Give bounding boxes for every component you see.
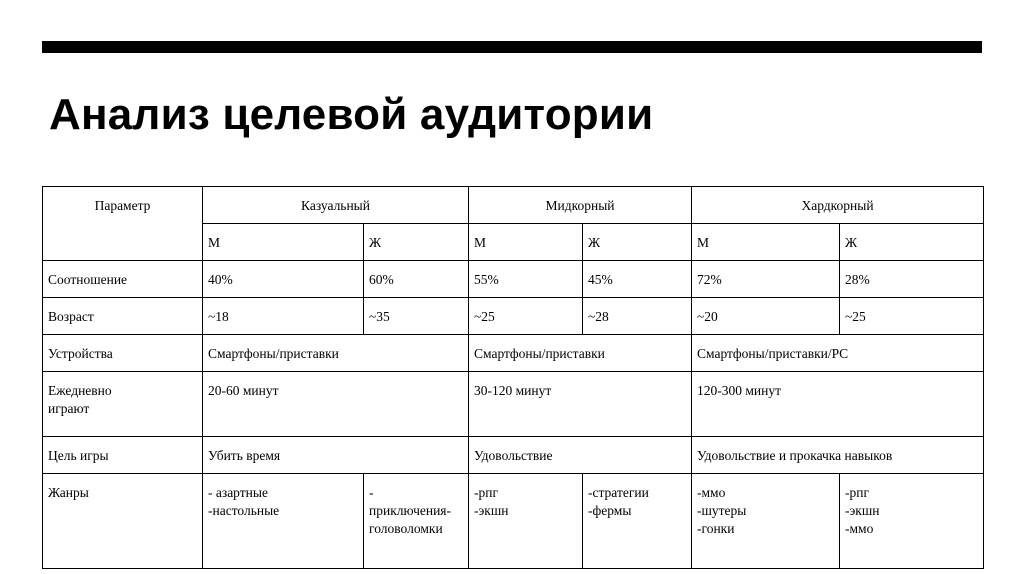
- sex-cell: Ж: [840, 224, 984, 261]
- audience-table: [42, 186, 984, 569]
- row-label: [43, 372, 203, 437]
- table-cell: Смартфоны/приставки: [469, 335, 692, 372]
- table-cell: Удовольствие и прокачка навыков: [692, 437, 984, 474]
- segment-hardcore-header: Хардкорный: [692, 187, 984, 224]
- table-cell: 30-120 минут: [469, 372, 692, 437]
- param-header-cell: Параметр: [43, 187, 203, 261]
- segment-midcore-header: Мидкорный: [469, 187, 692, 224]
- genre-item: головоломки: [369, 521, 443, 536]
- genre-item: -стратегии: [588, 485, 649, 500]
- table-row-ratio: [43, 261, 984, 298]
- genre-item: -ммо: [697, 485, 726, 500]
- table-cell: [692, 474, 840, 569]
- genre-item: -гонки: [697, 521, 735, 536]
- table-cell: 55%: [469, 261, 583, 298]
- genre-item: приключения-: [369, 503, 452, 518]
- row-label: Возраст: [43, 298, 203, 335]
- table-cell: [364, 474, 469, 569]
- table-row-genres: [43, 474, 984, 569]
- genre-item: -экшн: [845, 503, 880, 518]
- table-cell: 45%: [583, 261, 692, 298]
- table-row-age: [43, 298, 984, 335]
- genre-item: -рпг: [845, 485, 870, 500]
- table-cell: ~18: [203, 298, 364, 335]
- table-cell: [203, 474, 364, 569]
- genre-item: -фермы: [588, 503, 632, 518]
- table-cell: ~25: [840, 298, 984, 335]
- table-cell: ~28: [583, 298, 692, 335]
- table-cell: 40%: [203, 261, 364, 298]
- genre-item: -экшн: [474, 503, 509, 518]
- table-cell: ~35: [364, 298, 469, 335]
- sex-cell: М: [203, 224, 364, 261]
- segment-casual-header: Казуальный: [203, 187, 469, 224]
- genre-item: -шутеры: [697, 503, 747, 518]
- row-label: Соотношение: [43, 261, 203, 298]
- table-row-goal: [43, 437, 984, 474]
- table-cell: 120-300 минут: [692, 372, 984, 437]
- table-cell: Смартфоны/приставки: [203, 335, 469, 372]
- genre-item: -рпг: [474, 485, 499, 500]
- sex-cell: Ж: [583, 224, 692, 261]
- genre-item: -ммо: [845, 521, 874, 536]
- genre-item: -настольные: [208, 503, 280, 518]
- row-label: Цель игры: [43, 437, 203, 474]
- table-cell: 20-60 минут: [203, 372, 469, 437]
- top-rule: [42, 41, 982, 53]
- table-cell: Убить время: [203, 437, 469, 474]
- sex-cell: Ж: [364, 224, 469, 261]
- table-cell: Удовольствие: [469, 437, 692, 474]
- table-cell: 28%: [840, 261, 984, 298]
- table-cell: [469, 474, 583, 569]
- table-cell: 72%: [692, 261, 840, 298]
- row-label-line: играют: [48, 401, 90, 416]
- table-cell: 60%: [364, 261, 469, 298]
- table-cell: [583, 474, 692, 569]
- row-label: Устройства: [43, 335, 203, 372]
- table-cell: [840, 474, 984, 569]
- table-header-row: [43, 187, 984, 224]
- genre-item: - азартные: [208, 485, 268, 500]
- table-row-devices: [43, 335, 984, 372]
- row-label-line: Ежедневно: [48, 383, 112, 398]
- table-cell: ~25: [469, 298, 583, 335]
- table-cell: Смартфоны/приставки/PC: [692, 335, 984, 372]
- sex-cell: М: [692, 224, 840, 261]
- genre-item: -: [369, 485, 374, 500]
- slide-title: Анализ целевой аудитории: [49, 90, 654, 139]
- table-row-daily-play: [43, 372, 984, 437]
- row-label: Жанры: [43, 474, 203, 569]
- sex-cell: М: [469, 224, 583, 261]
- table-cell: ~20: [692, 298, 840, 335]
